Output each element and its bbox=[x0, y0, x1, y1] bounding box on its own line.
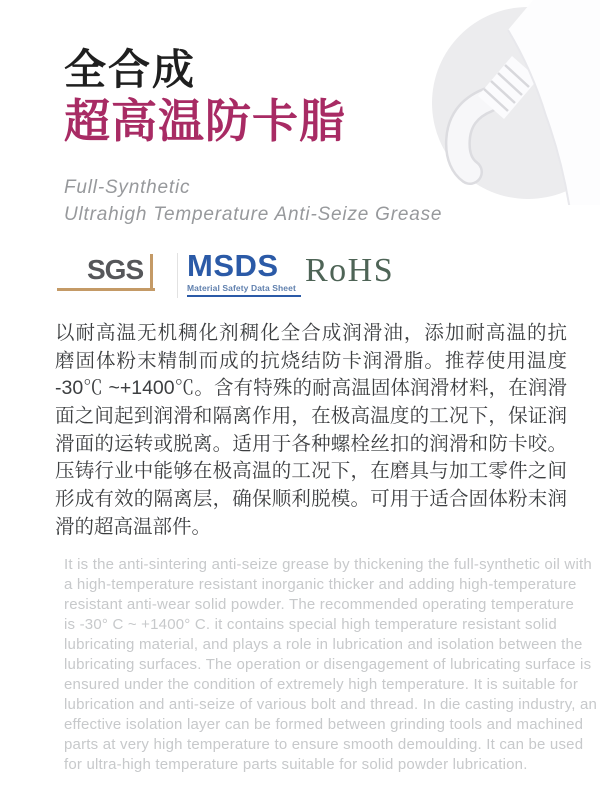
description-zh-line: 以耐高温无机稠化剂稠化全合成润滑油，添加耐高温的抗 bbox=[55, 322, 567, 344]
description-en-line: ensured under the condition of extremely high temperature. It is suitable for bbox=[64, 676, 579, 693]
description-en-line: lubrication and anti-seize of various bolt and thread. In die casting industry, an bbox=[64, 696, 598, 713]
description-zh-line: 形成有效的隔离层，确保顺利脱模。可用于适合固体粉末润 bbox=[55, 488, 567, 511]
description-en bbox=[64, 555, 598, 775]
msds-logo bbox=[187, 250, 303, 297]
rohs-logo: RoHS bbox=[305, 252, 395, 289]
msds-logo-rule bbox=[187, 295, 301, 297]
description-en-line: lubricating surfaces. The operation or disengagement of lubricating surface is bbox=[64, 656, 592, 673]
subtitle-line-2: Ultrahigh Temperature Anti-Seize Grease bbox=[64, 204, 443, 225]
page-title-zh: 全合成 bbox=[64, 46, 197, 93]
logo-divider bbox=[177, 253, 178, 298]
subtitle-line-1: Full-Synthetic bbox=[64, 177, 191, 198]
sgs-logo-text: SGS bbox=[87, 254, 144, 285]
description-en-line: a high-temperature resistant inorganic thicker and adding high-temperature bbox=[64, 576, 577, 593]
grease-tube-image bbox=[420, 0, 600, 205]
msds-logo-text: MSDS bbox=[187, 248, 279, 283]
page-subtitle-en bbox=[64, 174, 442, 228]
description-zh-line: 压铸行业中能够在极高温的工况下，在磨具与加工零件之间 bbox=[55, 460, 567, 483]
description-en-line: parts at very high temperature to ensure smooth demoulding. It can be used bbox=[64, 736, 584, 753]
description-en-line: lubricating material, and plays a role in lubrication and isolation between the bbox=[64, 636, 583, 653]
description-en-line: resistant anti-wear solid powder. The recommended operating temperature bbox=[64, 596, 575, 613]
product-photo bbox=[420, 0, 600, 205]
page-title-zh-accent: 超高温防卡脂 bbox=[64, 95, 346, 147]
sgs-logo-underline bbox=[57, 288, 155, 291]
description-zh-line: -30℃ ~+1400℃。含有特殊的耐高温固体润滑材料，在润滑 bbox=[55, 377, 567, 400]
sgs-logo-vertical-accent bbox=[150, 254, 153, 291]
description-en-line: It is the anti-sintering anti-seize grease by thickening the full-synthetic oil with bbox=[64, 556, 592, 573]
msds-logo-tagline: Material Safety Data Sheet bbox=[187, 283, 296, 293]
description-zh bbox=[55, 320, 567, 542]
description-zh-line: 滑面的运转或脱离。适用于各种螺栓丝扣的润滑和防卡咬。 bbox=[55, 432, 567, 455]
description-zh-line: 面之间起到润滑和隔离作用，在极高温度的工况下，保证润 bbox=[55, 405, 567, 428]
description-zh-line: 滑的超高温部件。 bbox=[55, 515, 212, 538]
sgs-logo bbox=[57, 251, 157, 295]
description-en-line: for ultra-high temperature parts suitable for solid powder lubrication. bbox=[64, 756, 528, 773]
description-en-line: effective isolation layer can be formed between grinding tools and machined bbox=[64, 716, 584, 733]
description-zh-line: 磨固体粉末精制而成的抗烧结防卡润滑脂。推荐使用温度 bbox=[55, 349, 567, 372]
description-en-line: is -30° C ~ +1400° C. it contains special high temperature resistant solid bbox=[64, 616, 557, 633]
